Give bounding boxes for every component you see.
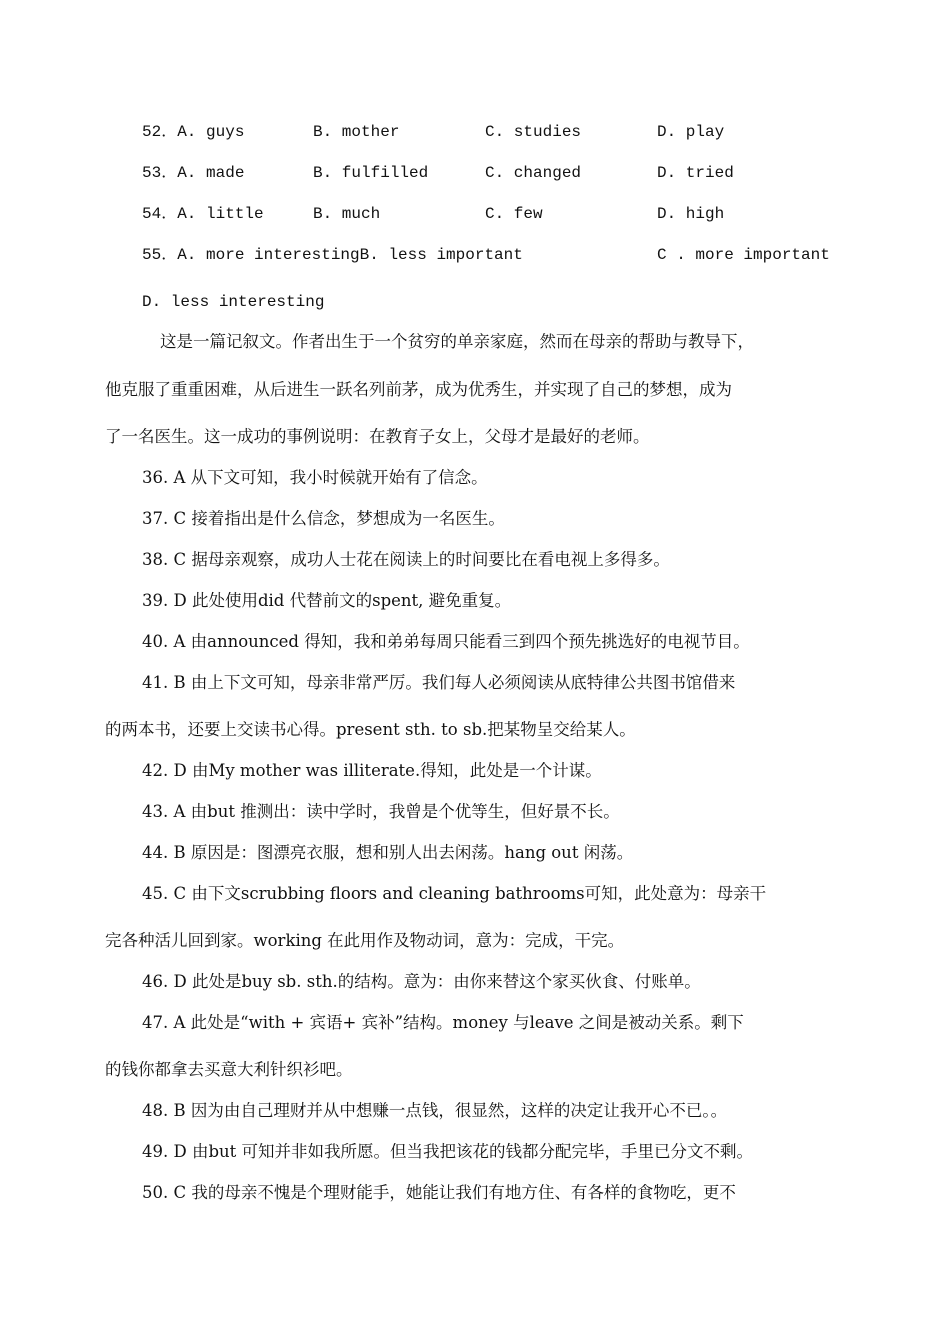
answer-47-cont: 的钱你都拿去买意大利针织衫吧。 <box>105 1060 353 1079</box>
question-52-option-c: C. studies <box>485 123 582 141</box>
question-55-option-d: D. less interesting <box>142 293 325 311</box>
answer-41: 41. B 由上下文可知，母亲非常严厉。我们每人必须阅读从底特律公共图书馆借来 <box>142 673 736 692</box>
answer-42: 42. D 由My mother was illiterate.得知，此处是一个计谋。 <box>142 761 602 780</box>
answer-36: 36. A 从下文可知，我小时候就开始有了信念。 <box>142 468 488 487</box>
question-52-option-d: D. play <box>657 123 725 141</box>
answer-49: 49. D 由but 可知并非如我所愿。但当我把该花的钱都分配完毕，手里已分文不剩。 <box>142 1142 754 1161</box>
question-54-option-c: C. few <box>485 205 543 223</box>
answer-47: 47. A 此处是“with + 宾语+ 宾补”结构。money 与leave 之间是被动关系。剩下 <box>142 1013 744 1032</box>
answer-38: 38. C 据母亲观察，成功人士花在阅读上的时间要比在看电视上多得多。 <box>142 550 670 569</box>
question-54-option-a: 54．A. little <box>142 205 264 223</box>
question-55-option-c: C . more important <box>657 246 830 264</box>
answer-45: 45. C 由下文scrubbing floors and cleaning bathrooms可知，此处意为：母亲干 <box>142 884 767 903</box>
answer-45-cont: 完各种活儿回到家。working 在此用作及物动词，意为：完成，干完。 <box>105 931 625 950</box>
question-55-option-ab: 55．A. more interestingB. less important <box>142 246 523 264</box>
answer-50: 50. C 我的母亲不愧是个理财能手，她能让我们有地方住、有各样的食物吃，更不 <box>142 1183 736 1202</box>
question-54-option-d: D. high <box>657 205 725 223</box>
answer-43: 43. A 由but 推测出：读中学时，我曾是个优等生，但好景不长。 <box>142 802 620 821</box>
answer-48: 48. B 因为由自己理财并从中想赚一点钱，很显然，这样的决定让我开心不已。。 <box>142 1101 728 1120</box>
question-52-option-b: B. mother <box>313 123 400 141</box>
summary-line-1: 这是一篇记叙文。作者出生于一个贫穷的单亲家庭，然而在母亲的帮助与教导下， <box>160 332 754 351</box>
question-53-option-d: D. tried <box>657 164 734 182</box>
question-52-option-a: 52．A. guys <box>142 123 245 141</box>
summary-line-3: 了一名医生。这一成功的事例说明：在教育子女上，父母才是最好的老师。 <box>105 427 650 446</box>
summary-line-2: 他克服了重重困难，从后进生一跃名列前茅，成为优秀生，并实现了自己的梦想，成为 <box>105 380 732 399</box>
question-53-option-a: 53．A. made <box>142 164 245 182</box>
question-54-option-b: B. much <box>313 205 381 223</box>
answer-39: 39. D 此处使用did 代替前文的spent, 避免重复。 <box>142 591 512 610</box>
answer-37: 37. C 接着指出是什么信念，梦想成为一名医生。 <box>142 509 505 528</box>
answer-46: 46. D 此处是buy sb. sth.的结构。意为：由你来替这个家买伙食、付账单。 <box>142 972 701 991</box>
answer-44: 44. B 原因是：图漂亮衣服，想和别人出去闲荡。hang out 闲荡。 <box>142 843 634 862</box>
question-53-option-c: C. changed <box>485 164 582 182</box>
question-53-option-b: B. fulfilled <box>313 164 429 182</box>
answer-40: 40. A 由announced 得知，我和弟弟每周只能看三到四个预先挑选好的电视节目。 <box>142 632 750 651</box>
answer-41-cont: 的两本书，还要上交读书心得。present sth. to sb.把某物呈交给某人。 <box>105 720 636 739</box>
